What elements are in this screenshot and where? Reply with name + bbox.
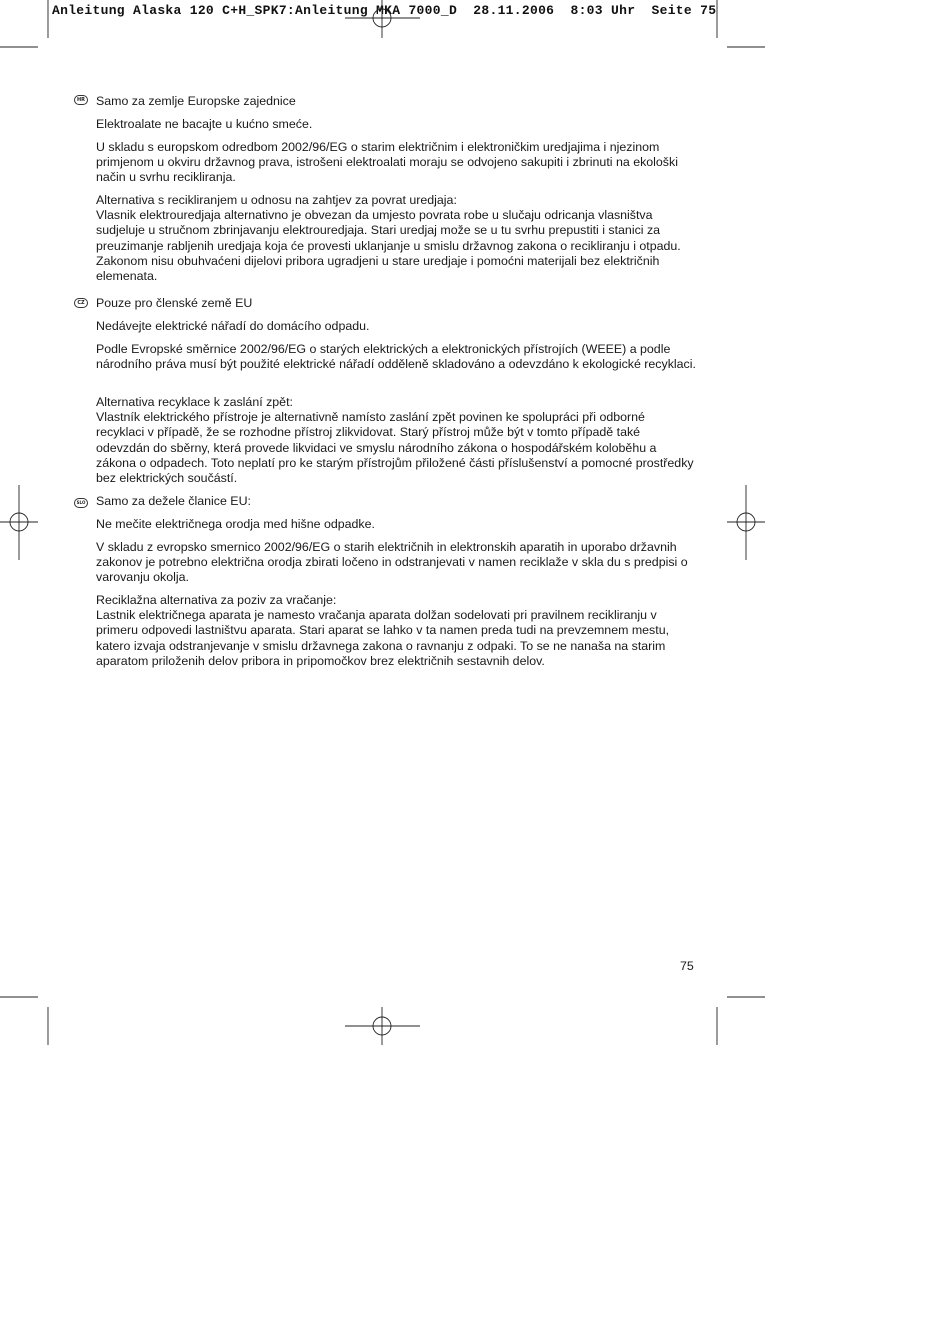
flag-cz-icon: CZ [74, 298, 88, 308]
paragraph: Podle Evropské směrnice 2002/96/EG o starých elektrických a elektronických přístrojích (WEEE) a podle národního práva musí být použité elektrické nářadí odděleně skladováno a odevzdáno k ekologické recyklaci. [96, 342, 696, 372]
flag-hr-icon: HR [74, 95, 88, 105]
paragraph: Elektroalate ne bacajte u kućno smeće. [96, 117, 313, 131]
paragraph: Nedávejte elektrické nářadí do domácího odpadu. [96, 319, 370, 333]
paragraph [96, 395, 696, 486]
paragraph-title: Alternativa recyklace k zaslání zpět: [96, 395, 293, 409]
paragraph: U skladu s europskom odredbom 2002/96/EG o starim električnim i elektroničkim uredjajima i njezinom primjenom u okviru državnog prava, istrošeni elektroalati moraju se odvojeno sakupiti i zbrinuti na ekološki način u svrhu recikliranja. [96, 140, 678, 185]
paragraph: V skladu z evropsko smernico 2002/96/EG o starih električnih in elektronskih aparatih in uporabo državnih zakonov je potrebno električna orodja zbirati ločeno in odstranjevati v namen reciklaže v skla du s predpisi o varovanju okolja. [96, 540, 688, 585]
flag-slo-icon: SLO [74, 498, 88, 508]
paragraph-body: Lastnik električnega aparata je namesto vračanja aparata dolžan sodelovati pri pravilnem recikliranju v primeru odpovedi lastništvu aparata. Stari aparat se lahko v ta namen preda tudi na prevzemnem mestu, katero izvaja odstranjevanje v smislu državnega zakona o ravnanju z odpaki. To se ne nanaša na starim aparatom priloženih delov pribora in pripomočkov brez električnih sestavnih delov. [96, 608, 670, 668]
paragraph-body: Vlasnik elektrouredjaja alternativno je obvezan da umjesto povrata robe u slučaju odricanja vlasništva sudjeluje u stručnom zbrinjavanju elektrouredjaja. Stari uredjaj može se u tu svrhu prepustiti i stanici za preuzimanje rabljenih uredjaja koja će provesti uklanjanje u smislu državnog zakona o recikliranju i otpadu. Zakonom nisu obuhvaćeni dijelovi pribora ugradjeni u stare uredjaje i pomoćni materijali bez električnih elemenata. [96, 208, 681, 284]
paragraph [96, 193, 696, 284]
page-number: 75 [680, 959, 694, 973]
section-heading: Pouze pro členské země EU [96, 296, 253, 310]
section-heading: Samo za dežele članice EU: [96, 494, 251, 508]
paragraph-body: Vlastník elektrického přístroje je alternativně namísto zaslání zpět povinen ke spolupráci při odborné recyklaci v případě, že se rozhodne přístroj zlikvidovat. Starý přístroj může být v tomto případě také odevzdán do sběrny, která provede likvidaci ve smyslu národního zákona o hospodářském koloběhu a zákona o odpadech. Toto neplatí pro ke starým přístrojům přiložené části příslušenství a pomocné prostředky bez elektrických součástí. [96, 410, 694, 486]
section-heading: Samo za zemlje Europske zajednice [96, 94, 296, 108]
paragraph: Ne mečite električnega orodja med hišne odpadke. [96, 517, 375, 531]
print-slug-line: Anleitung Alaska 120 C+H_SPK7:Anleitung MKA 7000_D 28.11.2006 8:03 Uhr Seite 75 [52, 3, 717, 18]
paragraph-title: Alternativa s recikliranjem u odnosu na zahtjev za povrat uredjaja: [96, 193, 457, 207]
paragraph [96, 593, 696, 669]
paragraph-title: Reciklažna alternativa za poziv za vračanje: [96, 593, 337, 607]
